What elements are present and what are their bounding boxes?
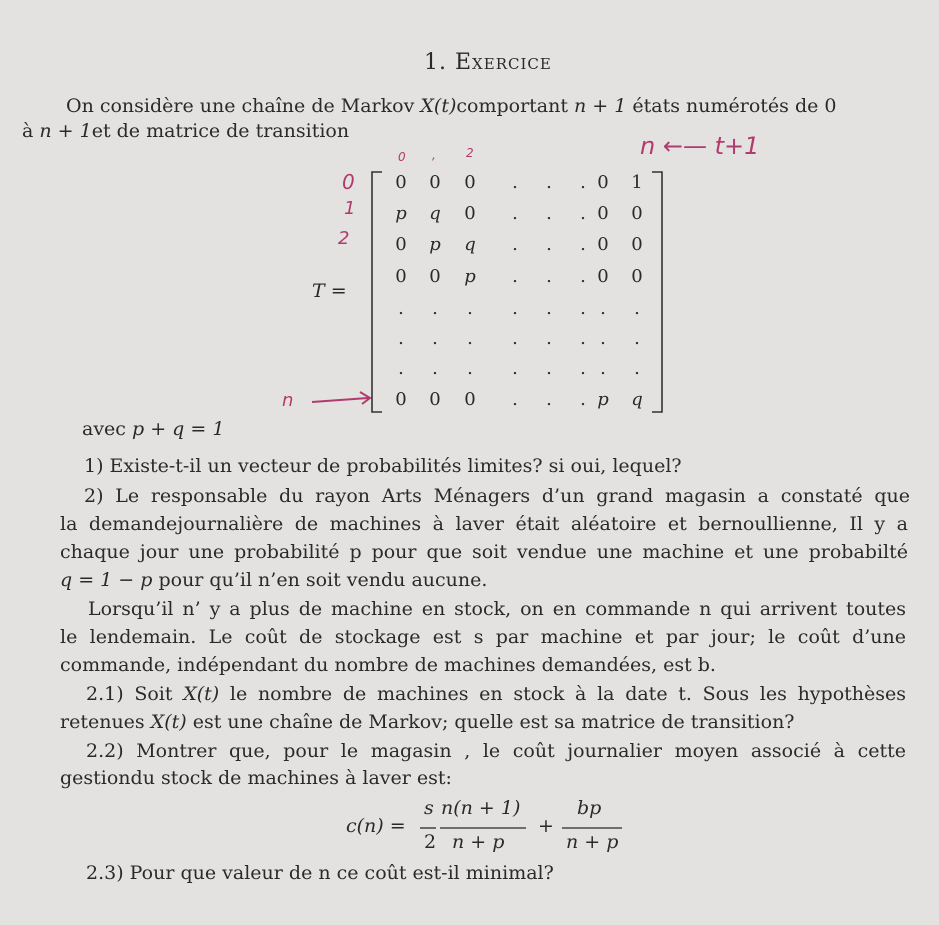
question-2-2-line-1: 2.2) Montrer que, pour le magasin , le coût journalier moyen associé à cette [86, 740, 906, 762]
question-1: 1) Existe-t-il un vecteur de probabilités limites? si oui, lequel? [84, 455, 682, 477]
matrix-cell: . [398, 328, 404, 349]
matrix-cell: . [580, 389, 586, 410]
matrix-cell: . [546, 328, 552, 349]
question-2-line-4 [60, 569, 487, 591]
formula-f1-den: 2 [424, 831, 437, 853]
handwritten-arrow-icon [310, 388, 374, 408]
matrix-cell: . [512, 328, 518, 349]
q21-b: le nombre de machines en stock à la date t. Sous les hypothèses [219, 683, 907, 705]
matrix-cell: . [512, 298, 518, 319]
matrix-cell: . [546, 266, 552, 287]
matrix-cell: 0 [631, 234, 643, 255]
q2-math: q = 1 − p [60, 569, 153, 591]
matrix-cell: . [580, 328, 586, 349]
matrix-cell: p [597, 389, 609, 410]
matrix-cell: . [600, 358, 606, 379]
paragraph-2-line-2: le lendemain. Le coût de stockage est s par machine et par jour; le coût d’une [60, 626, 906, 648]
matrix-cell: . [546, 172, 552, 193]
matrix-cell: . [580, 203, 586, 224]
matrix-cell: . [634, 298, 640, 319]
handwritten-col-mark-1: , [432, 148, 436, 162]
question-2-line-1: 2) Le responsable du rayon Arts Ménagers d’un grand magasin a constaté que [84, 485, 910, 507]
section-title: Exercice [455, 50, 552, 75]
paragraph-2-line-3: commande, indépendant du nombre de machines demandées, est b. [60, 654, 716, 676]
q21-l2-a: retenues [60, 711, 151, 733]
matrix-cell: . [512, 172, 518, 193]
matrix-cell: . [512, 234, 518, 255]
question-2-1-line-1 [86, 683, 906, 705]
matrix-cell: . [600, 298, 606, 319]
handwritten-row-n: n [282, 390, 294, 411]
handwritten-top-right-note: n ←— t+1 [640, 132, 760, 160]
avec-line [82, 418, 224, 440]
matrix-label: T = [312, 280, 347, 302]
q21-a: 2.1) Soit [86, 683, 184, 705]
matrix-cell: q [631, 389, 643, 410]
avec-math: p + q = 1 [132, 418, 225, 440]
section-number: 1. [424, 50, 447, 75]
question-2-line-3: chaque jour une probabilité p pour que soit vendue une machine et une probabilté [60, 541, 908, 563]
matrix-cell: . [467, 298, 473, 319]
matrix-cell: 0 [429, 266, 441, 287]
formula-f3-num: bp [577, 797, 602, 819]
question-2-2-line-2: gestiondu stock de machines à laver est: [60, 767, 452, 789]
matrix-cell: . [512, 203, 518, 224]
matrix-cell: . [398, 298, 404, 319]
formula-f2-den: n + p [452, 831, 505, 853]
matrix-cell: . [546, 298, 552, 319]
formula-plus: + [538, 815, 554, 837]
matrix-cell: . [546, 203, 552, 224]
intro-line-1 [66, 95, 934, 117]
matrix-cell: p [429, 234, 441, 255]
intro-line-2 [22, 120, 349, 142]
matrix-cell: 0 [597, 234, 609, 255]
matrix-cell: 0 [395, 389, 407, 410]
matrix-cell: . [580, 298, 586, 319]
matrix-cell: . [432, 358, 438, 379]
matrix-cell: . [634, 358, 640, 379]
q21-math: X(t) [183, 683, 220, 705]
q2-l4-text: pour qu’il n’en soit vendu aucune. [152, 569, 488, 591]
paragraph-2-line-1: Lorsqu’il n’ y a plus de machine en stock, on en commande n qui arrivent toutes [88, 598, 906, 620]
q21-l2-b: est une chaîne de Markov; quelle est sa matrice de transition? [186, 711, 795, 733]
handwritten-col-mark-0: 0 [398, 150, 406, 164]
matrix-cell: 0 [464, 172, 476, 193]
formula-f2-num: n(n + 1) [441, 797, 521, 819]
matrix-cell: 0 [429, 172, 441, 193]
matrix-cell: p [464, 266, 476, 287]
matrix-cell: . [634, 328, 640, 349]
handwritten-row-mark-1: 1 [344, 198, 356, 219]
handwritten-row-mark-2: 2 [338, 228, 350, 249]
formula-f1-num: s [424, 797, 434, 819]
formula-f3-den: n + p [566, 831, 619, 853]
intro-text-b: comportant [456, 95, 575, 117]
matrix-cell: . [398, 358, 404, 379]
matrix-cell: . [546, 358, 552, 379]
section-heading [424, 52, 552, 74]
question-2-line-2: la demandejournalière de machines à laver était aléatoire et bernoullienne, Il y a [60, 513, 908, 535]
matrix-cell: . [512, 358, 518, 379]
matrix-cell: 0 [464, 203, 476, 224]
formula-fraction-bars [418, 826, 628, 830]
intro-text-c: états numérotés de 0 [626, 95, 837, 117]
matrix-cell: . [467, 358, 473, 379]
intro2-text-a: à [22, 120, 40, 142]
handwritten-col-mark-2: 2 [466, 146, 474, 160]
matrix-cell: 0 [631, 266, 643, 287]
question-2-3: 2.3) Pour que valeur de n ce coût est-il minimal? [86, 862, 554, 884]
matrix-cell: 0 [597, 172, 609, 193]
matrix-cell: 0 [597, 203, 609, 224]
matrix-cell: q [464, 234, 476, 255]
matrix-cell: 0 [429, 389, 441, 410]
matrix-cell: . [467, 328, 473, 349]
intro-text-a: On considère une chaîne de Markov [66, 95, 421, 117]
handwritten-row-mark-0: 0 [342, 170, 355, 194]
matrix-cell: 1 [631, 172, 643, 193]
intro-math-n1: n + 1 [574, 95, 627, 117]
matrix-cell: 0 [631, 203, 643, 224]
matrix-cell: 0 [395, 172, 407, 193]
matrix-cell: . [432, 328, 438, 349]
matrix-cell: 0 [395, 234, 407, 255]
avec-text: avec [82, 418, 132, 440]
q21-l2-math: X(t) [150, 711, 187, 733]
intro2-text-b: et de matrice de transition [91, 120, 350, 142]
question-2-1-line-2 [60, 711, 795, 733]
matrix-cell: . [546, 389, 552, 410]
matrix-cell: . [432, 298, 438, 319]
matrix-cell: . [580, 172, 586, 193]
matrix-cell: . [580, 266, 586, 287]
intro-math-xt: X(t) [420, 95, 457, 117]
matrix-cell: q [429, 203, 441, 224]
matrix-cell: 0 [464, 389, 476, 410]
matrix-cell: . [512, 266, 518, 287]
matrix-cell: p [395, 203, 407, 224]
matrix-cell: 0 [597, 266, 609, 287]
formula-lhs: c(n) = [346, 815, 406, 837]
matrix-cell: . [512, 389, 518, 410]
matrix-cell: . [580, 234, 586, 255]
matrix-cell: 0 [395, 266, 407, 287]
intro2-math: n + 1 [39, 120, 92, 142]
matrix-cell: . [600, 328, 606, 349]
matrix-cell: . [546, 234, 552, 255]
matrix-cell: . [580, 358, 586, 379]
